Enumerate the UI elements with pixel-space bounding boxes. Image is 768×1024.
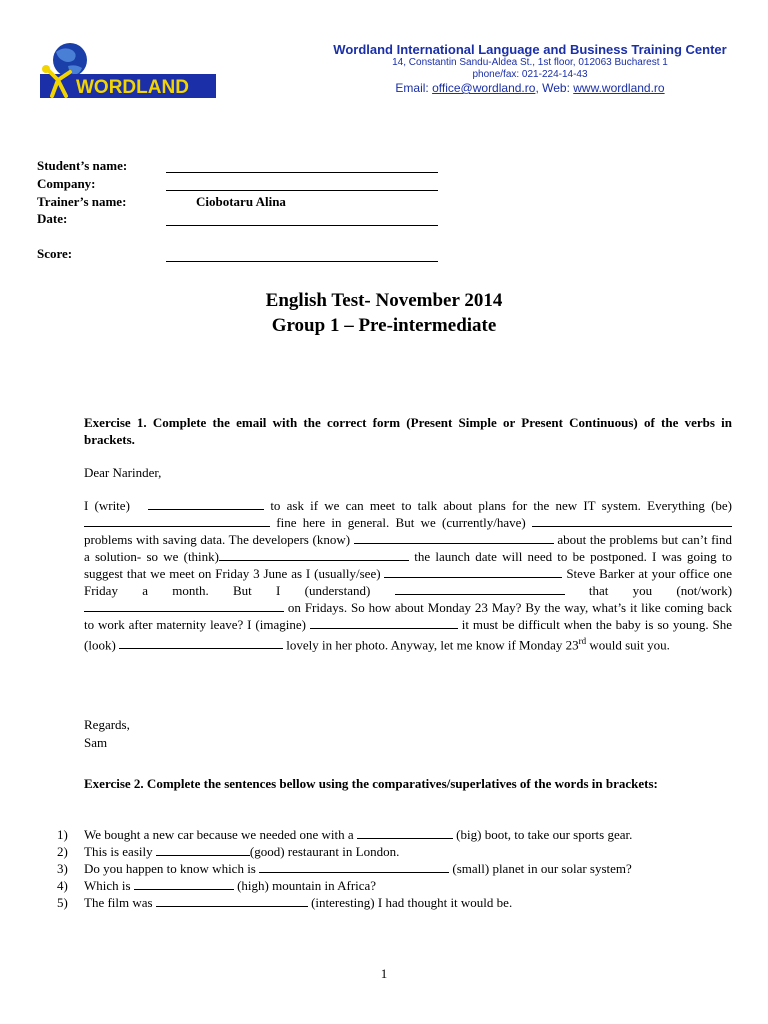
answer-blank[interactable] [219,548,409,561]
item-text: (big) boot, to take our sports gear. [452,827,633,842]
wordland-logo [38,40,218,102]
answer-blank[interactable] [395,582,565,595]
email-text: Steve Barker at your office one Friday a month. But I (understand) [84,566,733,598]
test-title: English Test- November 2014 [265,290,503,311]
score-field[interactable] [166,249,438,262]
item-text: We bought a new car because we needed one with a [84,827,357,842]
email-signature: Sam [84,735,108,750]
logo-wordmark: WORDLAND [76,77,189,98]
email-text: that you (not/work) [588,583,733,598]
email-text: lovely in her photo. Anyway, let me know if Monday 23 [286,637,579,653]
answer-blank[interactable] [84,514,270,527]
item-number: 5) [57,895,68,910]
web-link[interactable]: www.wordland.ro [573,81,665,95]
email-text: the launch date will need to be postponed. I was going to suggest that we meet on Friday 3 June as I (usually/see) [84,549,733,581]
email-greeting: Dear Narinder, [84,465,162,480]
answer-blank[interactable] [357,826,453,839]
email-text: to ask if we can meet to talk about plans for the new IT system. Everything (be) [270,498,733,513]
email-closing: Regards, [84,717,130,732]
email-text: I (write) [84,498,130,513]
email-link[interactable]: office@wordland.ro [432,81,536,95]
answer-blank[interactable] [259,860,449,873]
list-item [57,860,737,877]
wordland-logo-graphic [38,40,218,102]
item-text: (interesting) I had thought it would be. [307,895,513,910]
answer-blank[interactable] [119,636,283,649]
exercise2-list [57,826,737,916]
list-item [57,894,737,911]
exercise1-email-body [84,497,732,653]
answer-blank[interactable] [532,514,732,527]
email-text: on Fridays. So how about Monday 23 May? By the way, what’s it like coming back to work after maternity leave? I (imagine) [84,600,732,632]
score-label: Score: [37,246,73,261]
answer-blank[interactable] [84,599,284,612]
web-label: , Web: [535,81,574,95]
item-text: This is easily [84,844,156,859]
exercise1-instruction: Exercise 1. Complete the email with the correct form (Present Simple or Present Continuous) of the verbs in brackets. [84,415,732,447]
organization-header [300,42,760,95]
date-field[interactable] [166,213,438,226]
student-name-field[interactable] [166,160,438,173]
item-number: 1) [57,827,68,842]
item-number: 2) [57,844,68,859]
page-number: 1 [380,966,388,981]
item-text: (good) restaurant in London. [249,844,400,859]
list-item [57,826,737,843]
item-number: 3) [57,861,68,876]
item-number: 4) [57,878,68,893]
email-label: Email: [395,81,433,95]
org-name: Wordland International Language and Business Training Center [333,42,727,57]
email-text: it must be difficult when the baby is so young. She (look) [84,617,732,653]
email-text: about the problems but can’t find a solution- so we (think) [84,532,733,564]
company-field[interactable] [166,178,438,191]
email-text: problems with saving data. The developers (know) [84,532,351,547]
item-text: (small) planet in our solar system? [449,861,632,876]
answer-blank[interactable] [134,877,234,890]
answer-blank[interactable] [148,497,264,510]
item-text: (high) mountain in Africa? [233,878,377,893]
org-address: 14, Constantin Sandu-Aldea St., 1st floor, 012063 Bucharest 1 [392,57,668,68]
answer-blank[interactable] [310,616,458,629]
trainer-name-label: Trainer’s name: [37,194,127,209]
email-superscript: rd [578,636,587,646]
test-group: Group 1 – Pre-intermediate [271,315,497,336]
org-phone: phone/fax: 021-224-14-43 [472,69,588,80]
exercise2-instruction: Exercise 2. Complete the sentences bellow using the comparatives/superlatives of the words in brackets: [84,776,658,791]
student-name-label: Student’s name: [37,158,128,173]
answer-blank[interactable] [354,531,554,544]
item-text: The film was [84,895,156,910]
answer-blank[interactable] [384,565,562,578]
email-text: fine here in general. But we (currently/have) [276,515,526,530]
trainer-name-value: Ciobotaru Alina [196,194,286,209]
item-text: Do you happen to know which is [84,861,260,876]
date-label: Date: [37,211,68,226]
item-text: Which is [84,878,134,893]
list-item [57,843,737,860]
org-contact [300,81,760,95]
email-text: would suit you. [586,637,670,653]
company-label: Company: [37,176,96,191]
list-item [57,877,737,894]
answer-blank[interactable] [156,894,308,907]
answer-blank[interactable] [156,843,250,856]
